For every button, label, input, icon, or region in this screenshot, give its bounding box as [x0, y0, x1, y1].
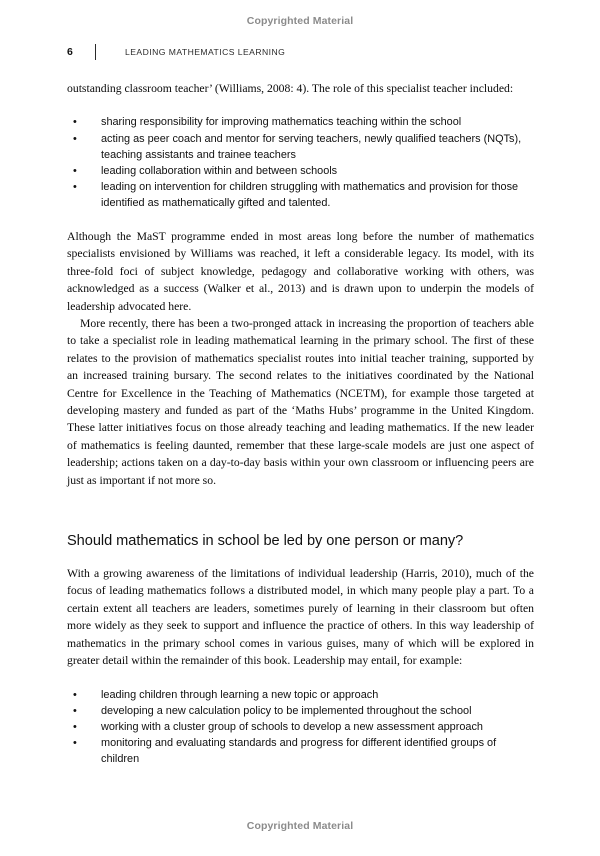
bullet-icon: •	[73, 736, 77, 749]
spacer	[67, 97, 534, 114]
bullet-icon: •	[73, 704, 77, 717]
paragraph-1: outstanding classroom teacher’ (Williams, 2008: 4). The role of this specialist teacher included:	[67, 82, 514, 95]
bullet-list-1	[67, 114, 534, 211]
bullet-icon: •	[73, 132, 77, 145]
bullet-icon: •	[73, 116, 77, 129]
page-number: 6	[67, 46, 73, 58]
list-item	[67, 719, 534, 735]
running-head	[67, 42, 533, 62]
paragraph-3: More recently, there has been a two-pronged attack in increasing the proportion of teachers able to take a specialist role in leading mathematical learning in the primary school. The first of these relates to the provision of mathematics specialist routes into initial teacher training, supported by an increased training bursary. The second relates to the initiatives coordinated by the National Centre for Excellence in the Teaching of Mathematics (NCETM), for example those targeted at developing mastery and funded as part of the ‘Maths Hubs’ programme in the United Kingdom. These latter initiatives focus on those already teaching and leading mathematics. If the new leader of mathematics is feeling daunted, remember that these large-scale models are just one aspect of leadership; actions taken on a day-to-day basis within your own classroom or influencing peers are just as important if not more so.	[67, 317, 534, 487]
paragraph-2: Although the MaST programme ended in most areas long before the number of mathematics specialists envisioned by Williams was reached, it left a considerable legacy. Its model, with its three-fold foci of subject knowledge, pedagogy and collaborative working with others, was acknowledged as a success (Walker et al., 2013) and is drawn upon to underpin the models of leadership advocated here.	[67, 229, 534, 313]
bullet-icon: •	[73, 180, 77, 193]
text-column	[67, 80, 534, 767]
list-item-text: monitoring and evaluating standards and progress for different identified groups of children	[101, 736, 497, 765]
list-item-text: working with a cluster group of schools to develop a new assessment approach	[101, 720, 483, 733]
copyright-watermark-bottom: Copyrighted Material	[246, 820, 354, 832]
copyright-watermark-top: Copyrighted Material	[246, 15, 354, 27]
list-item	[67, 735, 534, 767]
list-item	[67, 131, 534, 163]
spacer	[67, 211, 534, 228]
spacer	[67, 670, 534, 687]
running-head-title: LEADING MATHEMATICS LEARNING	[125, 47, 286, 57]
paragraph-4: With a growing awareness of the limitations of individual leadership (Harris, 2010), much of the focus of leading mathematics follows a distributed model, in which many people play a part. To a certain extent all teachers are leaders, sometimes purely of learning in their classroom but often more widely as they seek to support and influence the practice of others. In this way leadership of mathematics in the primary school comes in various guises, many of which will be explored in greater detail within the remainder of this book. Leadership may entail, for example:	[67, 567, 534, 668]
list-item	[67, 687, 534, 703]
bullet-icon: •	[73, 720, 77, 733]
section-heading: Should mathematics in school be led by one person or many?	[67, 533, 464, 550]
list-item	[67, 703, 534, 719]
bullet-list-2	[67, 687, 534, 767]
list-item-text: leading collaboration within and between schools	[101, 164, 338, 177]
spacer	[67, 489, 534, 531]
list-item-text: leading on intervention for children struggling with mathematics and provision for those identified as mathematically gifted and talented.	[101, 180, 519, 209]
list-item-text: developing a new calculation policy to be implemented throughout the school	[101, 704, 472, 717]
running-head-divider	[95, 44, 96, 60]
list-item-text: leading children through learning a new topic or approach	[101, 688, 379, 701]
list-item	[67, 114, 534, 130]
bullet-icon: •	[73, 688, 77, 701]
spacer	[67, 551, 534, 565]
list-item-text: sharing responsibility for improving mathematics teaching within the school	[101, 116, 462, 129]
bullet-icon: •	[73, 164, 77, 177]
list-item	[67, 163, 534, 179]
list-item-text: acting as peer coach and mentor for serving teachers, newly qualified teachers (NQTs), teaching assistants and trainee teachers	[101, 132, 522, 161]
list-item	[67, 179, 534, 211]
